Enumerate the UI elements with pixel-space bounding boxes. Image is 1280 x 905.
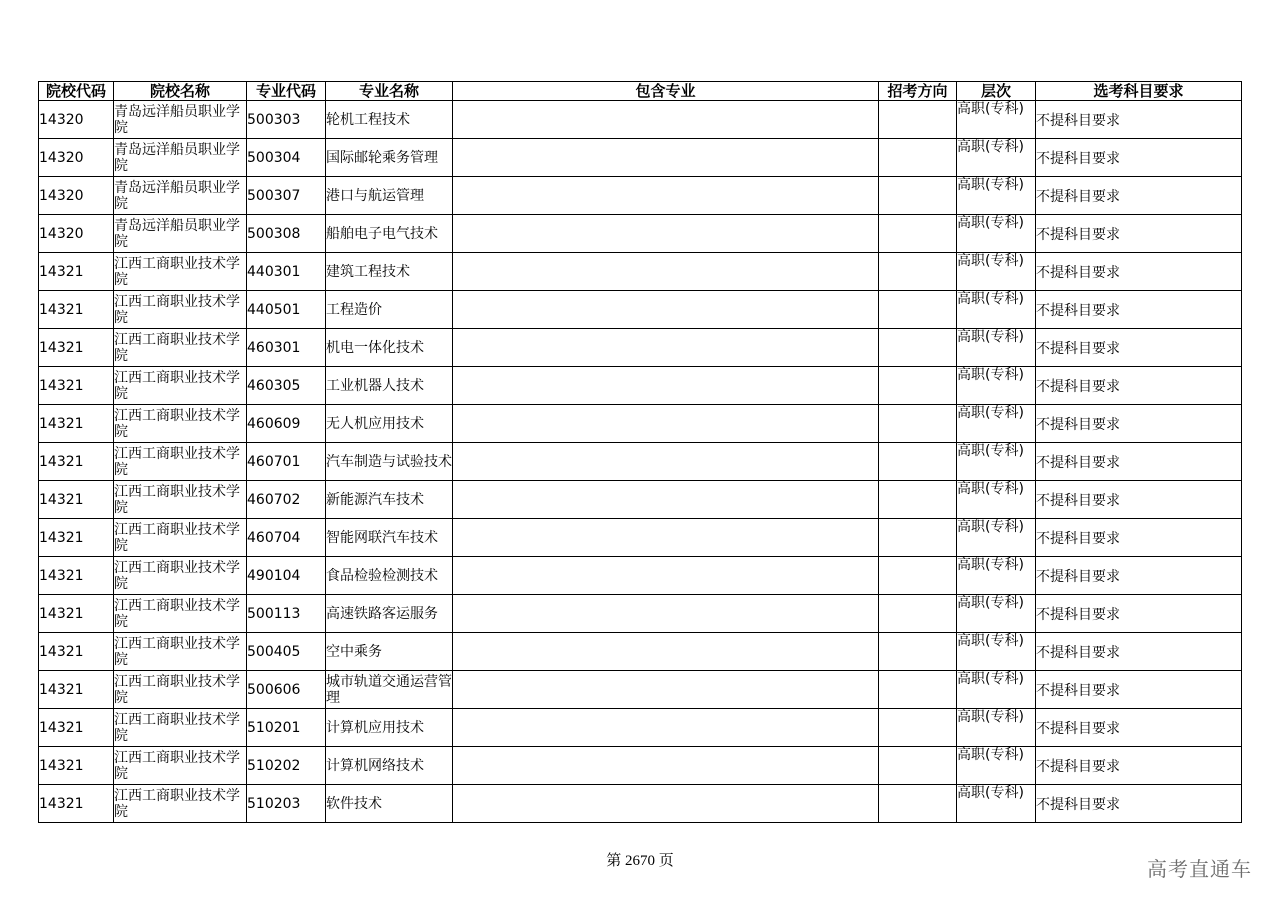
cell-major-code: 500308	[247, 215, 326, 253]
cell-school-code: 14321	[39, 367, 114, 405]
cell-subject-requirement: 不提科目要求	[1036, 329, 1242, 367]
table-row	[39, 595, 1242, 633]
cell-major-name: 国际邮轮乘务管理	[326, 139, 453, 177]
cell-level: 高职(专科)	[957, 785, 1036, 823]
cell-major-code: 440501	[247, 291, 326, 329]
cell-school-code: 14320	[39, 215, 114, 253]
cell-school-code: 14320	[39, 101, 114, 139]
cell-subject-requirement: 不提科目要求	[1036, 405, 1242, 443]
cell-school-code: 14321	[39, 329, 114, 367]
cell-major-code: 460301	[247, 329, 326, 367]
cell-direction	[879, 215, 957, 253]
cell-school-code: 14320	[39, 177, 114, 215]
cell-included-majors	[453, 367, 879, 405]
table-row	[39, 253, 1242, 291]
cell-level: 高职(专科)	[957, 139, 1036, 177]
cell-included-majors	[453, 329, 879, 367]
cell-school-code: 14321	[39, 443, 114, 481]
header-direction: 招考方向	[879, 82, 957, 101]
table-row	[39, 139, 1242, 177]
cell-included-majors	[453, 709, 879, 747]
table-row	[39, 215, 1242, 253]
cell-level: 高职(专科)	[957, 671, 1036, 709]
cell-subject-requirement: 不提科目要求	[1036, 785, 1242, 823]
cell-included-majors	[453, 215, 879, 253]
cell-school-code: 14321	[39, 481, 114, 519]
cell-school-name: 青岛远洋船员职业学院	[114, 139, 247, 177]
cell-level: 高职(专科)	[957, 253, 1036, 291]
cell-major-name: 新能源汽车技术	[326, 481, 453, 519]
header-school-code: 院校代码	[39, 82, 114, 101]
watermark: 高考直通车	[1147, 857, 1252, 881]
table-header-row	[39, 82, 1242, 101]
cell-included-majors	[453, 633, 879, 671]
cell-school-code: 14321	[39, 595, 114, 633]
cell-level: 高职(专科)	[957, 557, 1036, 595]
header-major-code: 专业代码	[247, 82, 326, 101]
cell-level: 高职(专科)	[957, 443, 1036, 481]
cell-direction	[879, 747, 957, 785]
cell-subject-requirement: 不提科目要求	[1036, 101, 1242, 139]
cell-direction	[879, 177, 957, 215]
table-row	[39, 177, 1242, 215]
cell-school-name: 江西工商职业技术学院	[114, 633, 247, 671]
cell-school-code: 14321	[39, 671, 114, 709]
cell-direction	[879, 329, 957, 367]
cell-major-code: 510202	[247, 747, 326, 785]
cell-included-majors	[453, 443, 879, 481]
cell-direction	[879, 253, 957, 291]
cell-level: 高职(专科)	[957, 291, 1036, 329]
cell-major-code: 460704	[247, 519, 326, 557]
table-row	[39, 291, 1242, 329]
cell-school-code: 14321	[39, 405, 114, 443]
table-body	[39, 101, 1242, 823]
cell-direction	[879, 367, 957, 405]
cell-school-code: 14321	[39, 253, 114, 291]
cell-level: 高职(专科)	[957, 177, 1036, 215]
cell-major-code: 460702	[247, 481, 326, 519]
cell-level: 高职(专科)	[957, 709, 1036, 747]
cell-school-name: 江西工商职业技术学院	[114, 557, 247, 595]
cell-direction	[879, 291, 957, 329]
cell-major-code: 500304	[247, 139, 326, 177]
cell-subject-requirement: 不提科目要求	[1036, 633, 1242, 671]
cell-major-name: 港口与航运管理	[326, 177, 453, 215]
cell-major-name: 建筑工程技术	[326, 253, 453, 291]
cell-direction	[879, 557, 957, 595]
cell-subject-requirement: 不提科目要求	[1036, 519, 1242, 557]
cell-direction	[879, 595, 957, 633]
header-level: 层次	[957, 82, 1036, 101]
cell-school-name: 青岛远洋船员职业学院	[114, 101, 247, 139]
cell-subject-requirement: 不提科目要求	[1036, 177, 1242, 215]
cell-major-code: 510201	[247, 709, 326, 747]
cell-subject-requirement: 不提科目要求	[1036, 443, 1242, 481]
cell-school-name: 江西工商职业技术学院	[114, 595, 247, 633]
cell-level: 高职(专科)	[957, 101, 1036, 139]
cell-level: 高职(专科)	[957, 633, 1036, 671]
cell-major-code: 490104	[247, 557, 326, 595]
cell-school-code: 14321	[39, 709, 114, 747]
cell-major-code: 460305	[247, 367, 326, 405]
cell-major-name: 空中乘务	[326, 633, 453, 671]
cell-level: 高职(专科)	[957, 747, 1036, 785]
cell-major-code: 460609	[247, 405, 326, 443]
cell-school-code: 14320	[39, 139, 114, 177]
cell-direction	[879, 519, 957, 557]
cell-included-majors	[453, 101, 879, 139]
cell-major-code: 500307	[247, 177, 326, 215]
cell-subject-requirement: 不提科目要求	[1036, 215, 1242, 253]
page-number: 第 2670 页	[606, 853, 674, 869]
cell-direction	[879, 405, 957, 443]
cell-subject-requirement: 不提科目要求	[1036, 747, 1242, 785]
cell-direction	[879, 709, 957, 747]
cell-major-name: 无人机应用技术	[326, 405, 453, 443]
cell-direction	[879, 671, 957, 709]
cell-included-majors	[453, 253, 879, 291]
cell-level: 高职(专科)	[957, 367, 1036, 405]
cell-level: 高职(专科)	[957, 215, 1036, 253]
cell-school-code: 14321	[39, 633, 114, 671]
table-row	[39, 785, 1242, 823]
cell-school-name: 江西工商职业技术学院	[114, 785, 247, 823]
cell-major-name: 智能网联汽车技术	[326, 519, 453, 557]
header-subject-requirement: 选考科目要求	[1036, 82, 1242, 101]
cell-subject-requirement: 不提科目要求	[1036, 557, 1242, 595]
cell-subject-requirement: 不提科目要求	[1036, 367, 1242, 405]
cell-level: 高职(专科)	[957, 519, 1036, 557]
table-row	[39, 709, 1242, 747]
cell-included-majors	[453, 785, 879, 823]
cell-subject-requirement: 不提科目要求	[1036, 139, 1242, 177]
cell-school-code: 14321	[39, 785, 114, 823]
cell-school-code: 14321	[39, 519, 114, 557]
cell-major-name: 工程造价	[326, 291, 453, 329]
cell-school-name: 江西工商职业技术学院	[114, 709, 247, 747]
table-row	[39, 367, 1242, 405]
table-row	[39, 671, 1242, 709]
cell-school-name: 青岛远洋船员职业学院	[114, 215, 247, 253]
cell-school-name: 江西工商职业技术学院	[114, 405, 247, 443]
header-school-name: 院校名称	[114, 82, 247, 101]
table-row	[39, 481, 1242, 519]
cell-major-code: 500113	[247, 595, 326, 633]
cell-major-name: 计算机网络技术	[326, 747, 453, 785]
cell-subject-requirement: 不提科目要求	[1036, 291, 1242, 329]
cell-major-code: 440301	[247, 253, 326, 291]
cell-included-majors	[453, 747, 879, 785]
table-row	[39, 405, 1242, 443]
cell-major-name: 高速铁路客运服务	[326, 595, 453, 633]
cell-major-name: 软件技术	[326, 785, 453, 823]
cell-school-name: 江西工商职业技术学院	[114, 253, 247, 291]
cell-major-name: 轮机工程技术	[326, 101, 453, 139]
cell-level: 高职(专科)	[957, 405, 1036, 443]
cell-major-code: 500303	[247, 101, 326, 139]
cell-direction	[879, 633, 957, 671]
header-included-majors: 包含专业	[453, 82, 879, 101]
table-row	[39, 443, 1242, 481]
header-major-name: 专业名称	[326, 82, 453, 101]
cell-included-majors	[453, 177, 879, 215]
cell-major-name: 船舶电子电气技术	[326, 215, 453, 253]
cell-subject-requirement: 不提科目要求	[1036, 595, 1242, 633]
cell-major-code: 500405	[247, 633, 326, 671]
cell-major-code: 510203	[247, 785, 326, 823]
cell-major-name: 城市轨道交通运营管理	[326, 671, 453, 709]
cell-subject-requirement: 不提科目要求	[1036, 709, 1242, 747]
cell-major-name: 汽车制造与试验技术	[326, 443, 453, 481]
cell-level: 高职(专科)	[957, 481, 1036, 519]
cell-school-code: 14321	[39, 747, 114, 785]
cell-major-name: 机电一体化技术	[326, 329, 453, 367]
table-row	[39, 329, 1242, 367]
cell-school-name: 江西工商职业技术学院	[114, 367, 247, 405]
cell-major-name: 食品检验检测技术	[326, 557, 453, 595]
cell-level: 高职(专科)	[957, 329, 1036, 367]
cell-included-majors	[453, 671, 879, 709]
cell-direction	[879, 785, 957, 823]
cell-included-majors	[453, 519, 879, 557]
admissions-table	[38, 81, 1242, 823]
cell-level: 高职(专科)	[957, 595, 1036, 633]
cell-included-majors	[453, 139, 879, 177]
cell-direction	[879, 443, 957, 481]
cell-school-name: 江西工商职业技术学院	[114, 329, 247, 367]
cell-included-majors	[453, 481, 879, 519]
cell-included-majors	[453, 557, 879, 595]
cell-direction	[879, 139, 957, 177]
cell-school-name: 江西工商职业技术学院	[114, 519, 247, 557]
cell-school-name: 江西工商职业技术学院	[114, 671, 247, 709]
table-row	[39, 747, 1242, 785]
cell-major-name: 计算机应用技术	[326, 709, 453, 747]
table-row	[39, 101, 1242, 139]
cell-major-code: 500606	[247, 671, 326, 709]
cell-school-name: 江西工商职业技术学院	[114, 747, 247, 785]
cell-school-name: 江西工商职业技术学院	[114, 291, 247, 329]
cell-school-name: 江西工商职业技术学院	[114, 443, 247, 481]
cell-school-name: 江西工商职业技术学院	[114, 481, 247, 519]
cell-direction	[879, 101, 957, 139]
cell-included-majors	[453, 291, 879, 329]
cell-included-majors	[453, 595, 879, 633]
table-row	[39, 633, 1242, 671]
cell-subject-requirement: 不提科目要求	[1036, 253, 1242, 291]
cell-subject-requirement: 不提科目要求	[1036, 671, 1242, 709]
table-row	[39, 519, 1242, 557]
cell-school-code: 14321	[39, 557, 114, 595]
table-row	[39, 557, 1242, 595]
cell-major-name: 工业机器人技术	[326, 367, 453, 405]
cell-school-name: 青岛远洋船员职业学院	[114, 177, 247, 215]
cell-included-majors	[453, 405, 879, 443]
cell-major-code: 460701	[247, 443, 326, 481]
cell-subject-requirement: 不提科目要求	[1036, 481, 1242, 519]
cell-school-code: 14321	[39, 291, 114, 329]
cell-direction	[879, 481, 957, 519]
